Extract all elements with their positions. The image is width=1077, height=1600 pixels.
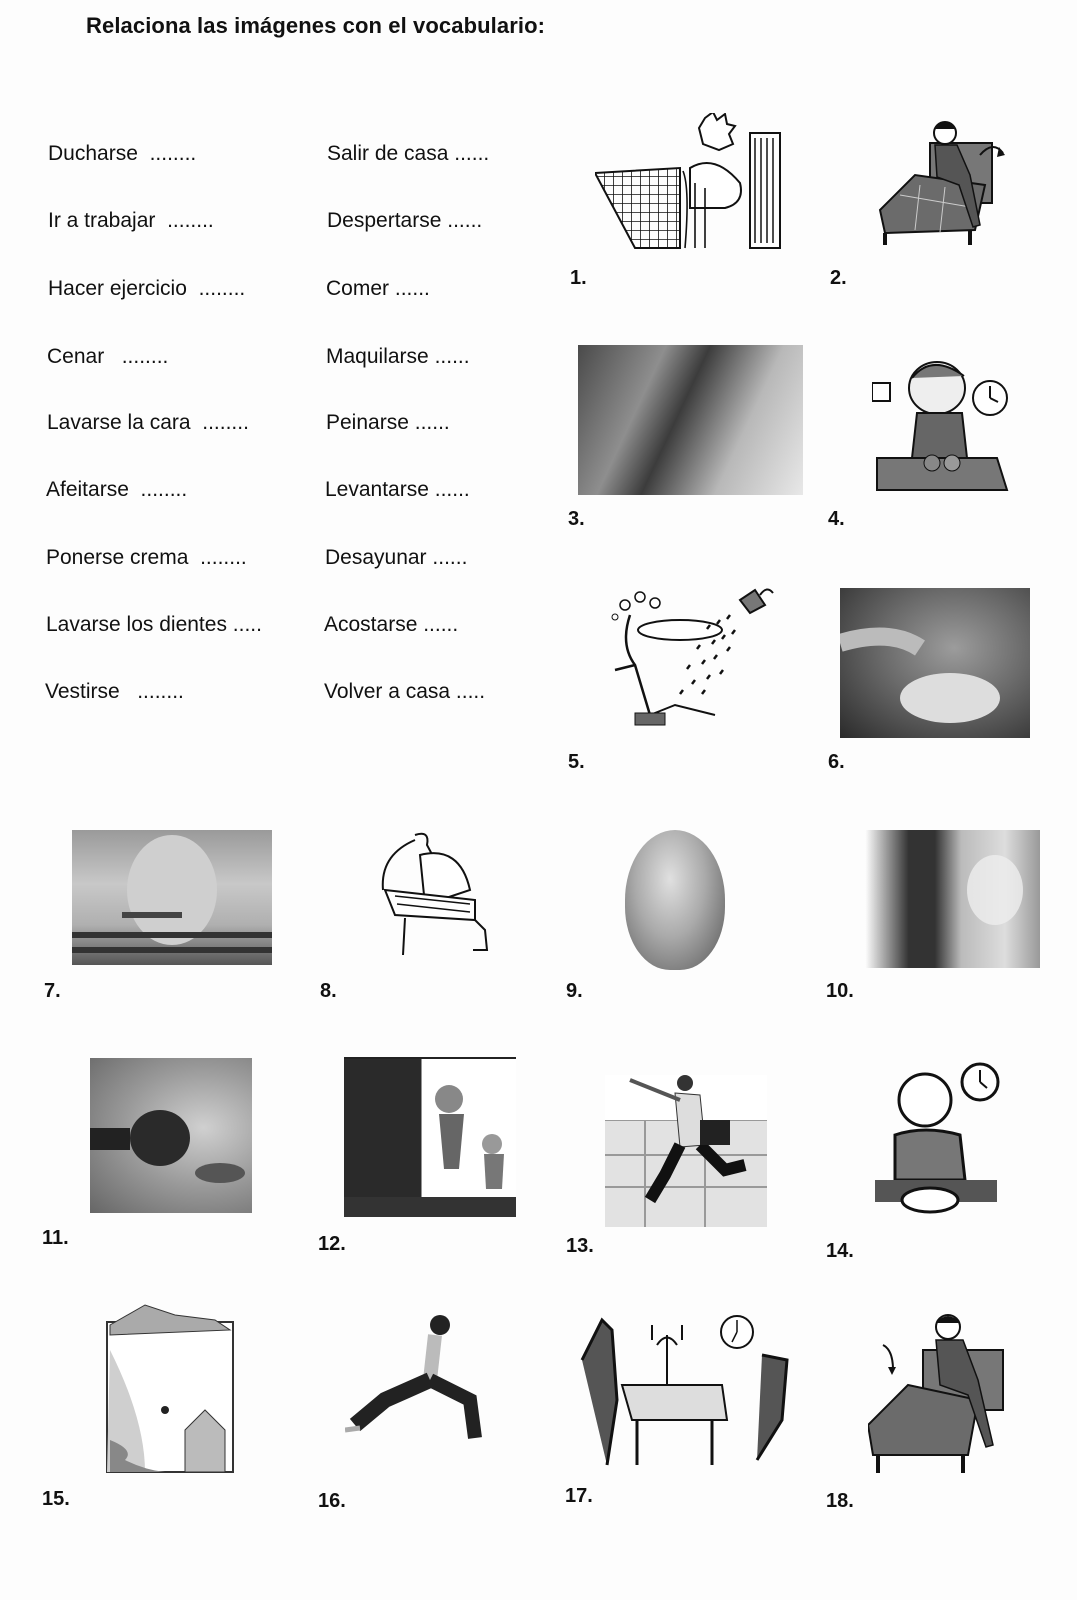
answer-blank[interactable]: ........ (198, 277, 246, 300)
answer-blank[interactable]: ..... (455, 680, 486, 703)
picture-number: 10. (826, 980, 854, 1002)
woman-applying-cream-photo (865, 830, 1040, 968)
answer-blank[interactable]: ........ (140, 478, 188, 501)
vocab-item: Salir de casa ...... (327, 142, 490, 165)
woman-exercising-photo (345, 1310, 490, 1445)
vocab-item: Vestirse ........ (45, 680, 184, 703)
vocab-item: Hacer ejercicio ........ (48, 277, 246, 300)
vocab-item: Lavarse los dientes ..... (46, 613, 262, 636)
vocab-item: Cenar ........ (47, 345, 169, 368)
boy-brushing-teeth-photo (72, 830, 272, 965)
boy-eating-lunch-icon (875, 1060, 1000, 1225)
businessman-running-to-work-photo (605, 1075, 767, 1227)
answer-blank[interactable]: ...... (423, 613, 459, 636)
couple-having-dinner-icon (562, 1300, 802, 1470)
picture-number: 6. (828, 751, 845, 773)
man-shaving-photo (840, 588, 1030, 738)
washing-face-at-sink-photo (578, 345, 803, 495)
vocab-item: Maquilarse ...... (326, 345, 470, 368)
picture-number: 13. (566, 1235, 594, 1257)
vocab-item: Comer ...... (326, 277, 430, 300)
picture-number: 8. (320, 980, 337, 1002)
vocab-item: Lavarse la cara ........ (47, 411, 249, 434)
family-leaving-house-icon (344, 1057, 516, 1217)
boy-getting-out-of-bed-icon (875, 115, 1010, 250)
picture-number: 12. (318, 1233, 346, 1255)
person-waking-up-in-bed-icon (595, 113, 785, 253)
answer-blank[interactable]: ...... (454, 142, 490, 165)
woman-applying-makeup-photo (90, 1058, 252, 1213)
picture-number: 4. (828, 508, 845, 530)
picture-number: 2. (830, 267, 847, 289)
vocab-item: Desayunar ...... (325, 546, 468, 569)
picture-number: 3. (568, 508, 585, 530)
answer-blank[interactable]: ...... (394, 277, 430, 300)
vocab-item: Ducharse ........ (48, 142, 197, 165)
picture-number: 11. (42, 1227, 69, 1249)
answer-blank[interactable]: ...... (414, 411, 450, 434)
answer-blank[interactable]: ...... (432, 546, 468, 569)
answer-blank[interactable]: ........ (167, 209, 214, 232)
man-showering-icon (605, 585, 777, 740)
worksheet-title: Relaciona las imágenes con el vocabulario: (86, 13, 546, 38)
picture-number: 7. (44, 980, 61, 1002)
answer-blank[interactable]: ........ (121, 345, 169, 368)
answer-blank[interactable]: ........ (202, 411, 249, 434)
vocab-item: Acostarse ...... (324, 613, 459, 636)
picture-number: 15. (42, 1488, 70, 1510)
person-walking-home-icon (105, 1300, 235, 1475)
vocab-item: Levantarse ...... (325, 478, 470, 501)
vocab-item: Volver a casa ..... (324, 680, 486, 703)
vocab-item: Ponerse crema ........ (46, 546, 247, 569)
picture-number: 18. (826, 1490, 854, 1512)
answer-blank[interactable]: ...... (434, 345, 470, 368)
answer-blank[interactable]: ...... (434, 478, 470, 501)
vocab-item: Afeitarse ........ (46, 478, 188, 501)
picture-number: 14. (826, 1240, 854, 1262)
boy-having-breakfast-icon (872, 348, 1010, 493)
picture-number: 9. (566, 980, 583, 1002)
boy-going-to-bed-icon (868, 1305, 1013, 1475)
answer-blank[interactable]: ........ (149, 142, 197, 165)
picture-number: 17. (565, 1485, 593, 1507)
picture-number: 16. (318, 1490, 346, 1512)
vocab-item: Despertarse ...... (327, 209, 483, 232)
vocab-item: Peinarse ...... (326, 411, 450, 434)
picture-number: 1. (570, 267, 587, 289)
vocab-item: Ir a trabajar ........ (48, 209, 214, 232)
picture-number: 5. (568, 751, 585, 773)
answer-blank[interactable]: ...... (447, 209, 483, 232)
answer-blank[interactable]: ........ (137, 680, 184, 703)
girl-brushing-hair-photo (625, 830, 725, 970)
answer-blank[interactable]: ........ (200, 546, 247, 569)
boy-putting-on-shirt-icon (375, 830, 495, 960)
answer-blank[interactable]: ..... (232, 613, 262, 636)
